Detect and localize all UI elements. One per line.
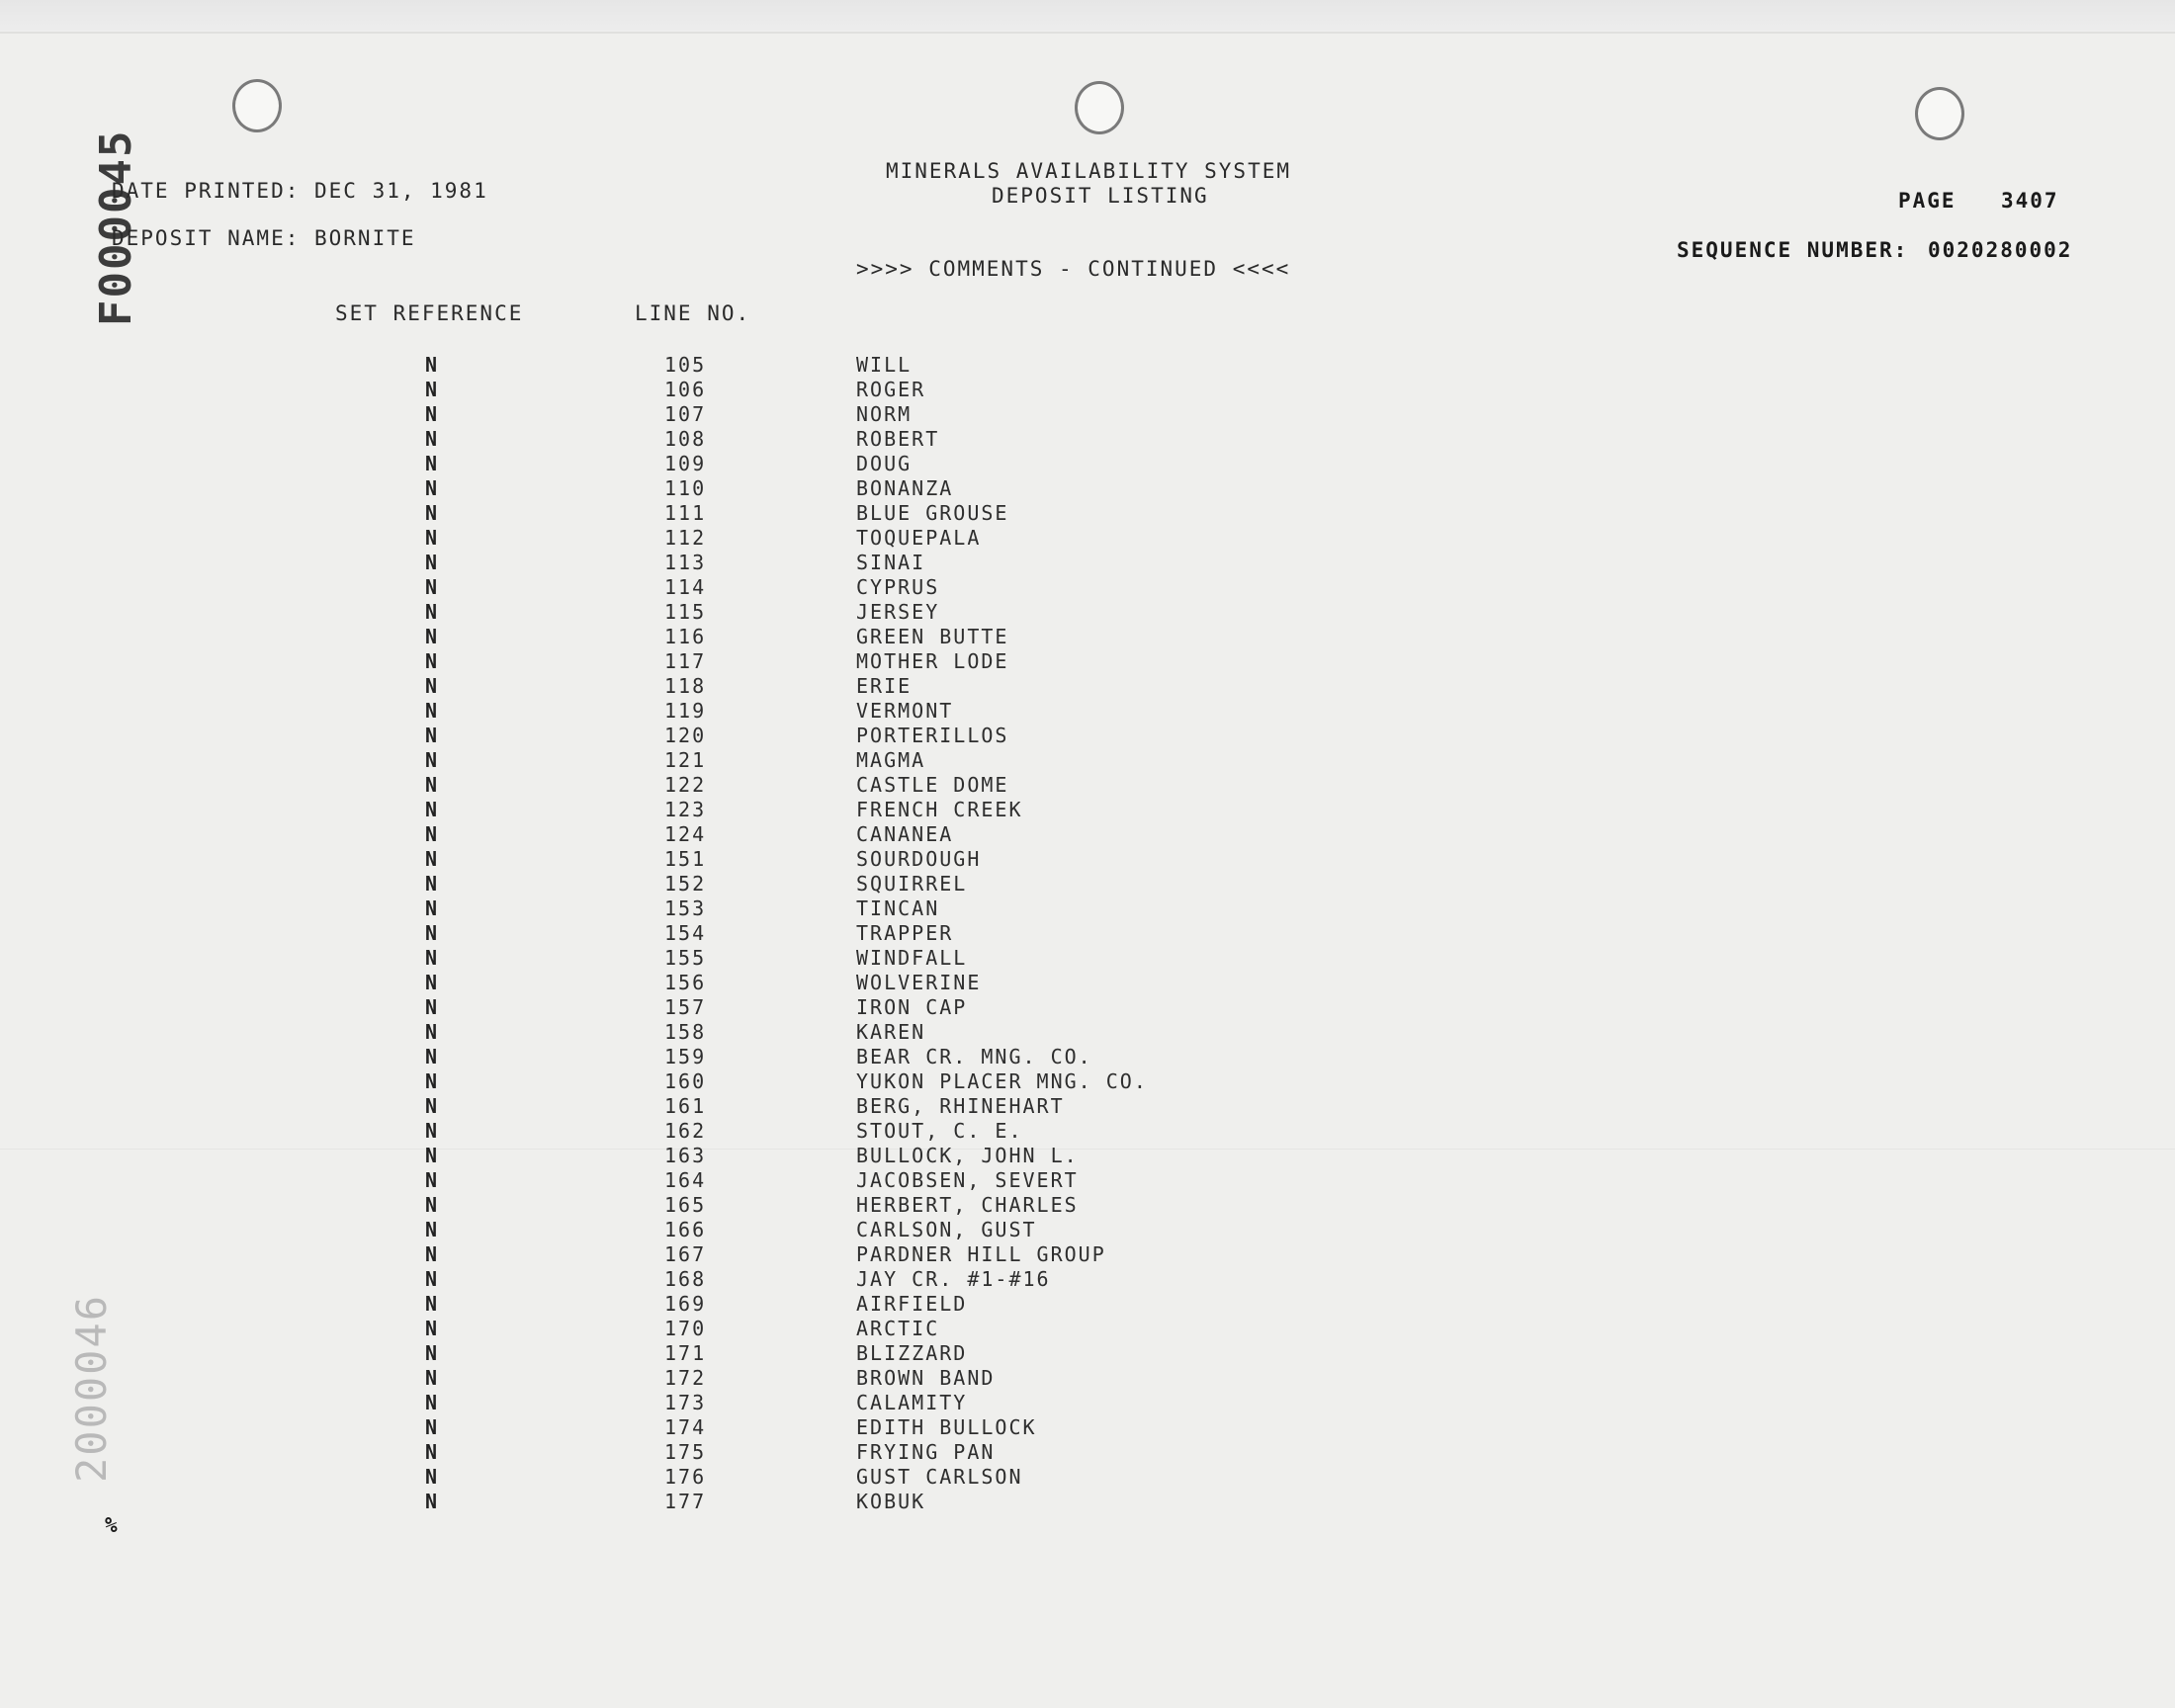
line-number-cell: 162: [664, 1119, 707, 1143]
set-reference-cell: N: [425, 1341, 440, 1365]
paper-fold: [0, 1149, 2175, 1150]
line-number-cell: 168: [664, 1267, 707, 1291]
comment-cell: JACOBSEN, SEVERT: [856, 1168, 1079, 1192]
comment-cell: SINAI: [856, 551, 926, 574]
comment-cell: GUST CARLSON: [856, 1465, 1023, 1489]
column-header-line-no: LINE NO.: [635, 301, 751, 325]
set-reference-cell: N: [425, 1366, 440, 1390]
set-reference-cell: N: [425, 897, 440, 920]
sequence-number: 0020280002: [1928, 238, 2073, 262]
line-number-cell: 167: [664, 1242, 707, 1266]
set-reference-cell: N: [425, 748, 440, 772]
set-reference-cell: N: [425, 995, 440, 1019]
line-number-cell: 157: [664, 995, 707, 1019]
comment-cell: JAY CR. #1-#16: [856, 1267, 1051, 1291]
set-reference-cell: N: [425, 1391, 440, 1414]
punch-hole-center: [1075, 81, 1124, 134]
microfiche-stamp-top: F000045: [91, 128, 141, 326]
date-printed: DATE PRINTED: DEC 31, 1981: [112, 179, 488, 203]
set-reference-cell: N: [425, 1317, 440, 1340]
line-number-cell: 174: [664, 1415, 707, 1439]
line-number-cell: 160: [664, 1069, 707, 1093]
set-reference-cell: N: [425, 822, 440, 846]
set-reference-cell: N: [425, 402, 440, 426]
punch-hole-right: [1915, 87, 1964, 140]
comment-cell: PORTERILLOS: [856, 724, 1009, 747]
comment-cell: TOQUEPALA: [856, 526, 982, 550]
set-reference-cell: N: [425, 1020, 440, 1044]
line-number-cell: 117: [664, 649, 707, 673]
comment-cell: KAREN: [856, 1020, 926, 1044]
section-heading: >>>> COMMENTS - CONTINUED <<<<: [856, 257, 1291, 281]
set-reference-cell: N: [425, 625, 440, 648]
page-top-edge: [0, 0, 2175, 34]
line-number-cell: 116: [664, 625, 707, 648]
set-reference-cell: N: [425, 946, 440, 970]
punch-hole-left: [232, 79, 282, 132]
set-reference-cell: N: [425, 1440, 440, 1464]
comment-cell: CYPRUS: [856, 575, 940, 599]
set-reference-cell: N: [425, 1069, 440, 1093]
comment-cell: BLUE GROUSE: [856, 501, 1009, 525]
comment-cell: CASTLE DOME: [856, 773, 1009, 797]
set-reference-cell: N: [425, 1267, 440, 1291]
footer-percent-mark: %: [105, 1513, 120, 1537]
line-number-cell: 106: [664, 378, 707, 401]
set-reference-cell: N: [425, 971, 440, 994]
comment-cell: BEAR CR. MNG. CO.: [856, 1045, 1092, 1068]
set-reference-cell: N: [425, 353, 440, 377]
set-reference-cell: N: [425, 526, 440, 550]
line-number-cell: 169: [664, 1292, 707, 1316]
set-reference-cell: N: [425, 501, 440, 525]
comment-cell: TINCAN: [856, 897, 940, 920]
comment-cell: CALAMITY: [856, 1391, 968, 1414]
microfiche-stamp-bottom: 2000046: [67, 1293, 116, 1483]
line-number-cell: 165: [664, 1193, 707, 1217]
line-number-cell: 166: [664, 1218, 707, 1241]
comment-cell: NORM: [856, 402, 913, 426]
line-number-cell: 173: [664, 1391, 707, 1414]
set-reference-cell: N: [425, 921, 440, 945]
line-number-cell: 119: [664, 699, 707, 723]
page-label: PAGE: [1898, 189, 1957, 213]
set-reference-cell: N: [425, 1119, 440, 1143]
line-number-cell: 110: [664, 476, 707, 500]
comment-cell: BERG, RHINEHART: [856, 1094, 1065, 1118]
set-reference-cell: N: [425, 452, 440, 475]
set-reference-cell: N: [425, 1168, 440, 1192]
set-reference-cell: N: [425, 1465, 440, 1489]
line-number-cell: 118: [664, 674, 707, 698]
line-number-cell: 114: [664, 575, 707, 599]
line-number-cell: 158: [664, 1020, 707, 1044]
set-reference-cell: N: [425, 575, 440, 599]
comment-cell: FRYING PAN: [856, 1440, 996, 1464]
comment-cell: WINDFALL: [856, 946, 968, 970]
line-number-cell: 107: [664, 402, 707, 426]
comment-cell: SOURDOUGH: [856, 847, 982, 871]
comment-cell: MAGMA: [856, 748, 926, 772]
line-number-cell: 115: [664, 600, 707, 624]
line-number-cell: 122: [664, 773, 707, 797]
line-number-cell: 171: [664, 1341, 707, 1365]
line-number-cell: 109: [664, 452, 707, 475]
set-reference-cell: N: [425, 872, 440, 896]
line-number-cell: 105: [664, 353, 707, 377]
comment-cell: ARCTIC: [856, 1317, 940, 1340]
comment-cell: MOTHER LODE: [856, 649, 1009, 673]
comment-cell: ROGER: [856, 378, 926, 401]
comment-cell: BONANZA: [856, 476, 954, 500]
set-reference-cell: N: [425, 378, 440, 401]
line-number-cell: 159: [664, 1045, 707, 1068]
comment-cell: PARDNER HILL GROUP: [856, 1242, 1106, 1266]
set-reference-cell: N: [425, 1218, 440, 1241]
set-reference-cell: N: [425, 847, 440, 871]
comment-cell: TRAPPER: [856, 921, 954, 945]
comment-cell: FRENCH CREEK: [856, 798, 1023, 821]
set-reference-cell: N: [425, 773, 440, 797]
comment-cell: CANANEA: [856, 822, 954, 846]
line-number-cell: 155: [664, 946, 707, 970]
comment-cell: STOUT, C. E.: [856, 1119, 1023, 1143]
comment-cell: WOLVERINE: [856, 971, 982, 994]
page-number: 3407: [2001, 189, 2059, 213]
set-reference-cell: N: [425, 798, 440, 821]
set-reference-cell: N: [425, 724, 440, 747]
line-number-cell: 154: [664, 921, 707, 945]
set-reference-cell: N: [425, 551, 440, 574]
line-number-cell: 108: [664, 427, 707, 451]
line-number-cell: 112: [664, 526, 707, 550]
comment-cell: BROWN BAND: [856, 1366, 996, 1390]
comment-cell: AIRFIELD: [856, 1292, 968, 1316]
line-number-cell: 164: [664, 1168, 707, 1192]
comment-cell: KOBUK: [856, 1490, 926, 1513]
line-number-cell: 156: [664, 971, 707, 994]
comment-cell: BULLOCK, JOHN L.: [856, 1144, 1079, 1167]
line-number-cell: 121: [664, 748, 707, 772]
line-number-cell: 123: [664, 798, 707, 821]
line-number-cell: 170: [664, 1317, 707, 1340]
comment-cell: EDITH BULLOCK: [856, 1415, 1037, 1439]
set-reference-cell: N: [425, 1292, 440, 1316]
comment-cell: IRON CAP: [856, 995, 968, 1019]
comment-cell: JERSEY: [856, 600, 940, 624]
set-reference-cell: N: [425, 476, 440, 500]
line-number-cell: 161: [664, 1094, 707, 1118]
deposit-name: DEPOSIT NAME: BORNITE: [112, 226, 416, 250]
comment-cell: SQUIRREL: [856, 872, 968, 896]
sequence-label: SEQUENCE NUMBER:: [1677, 238, 1909, 262]
set-reference-cell: N: [425, 674, 440, 698]
set-reference-cell: N: [425, 699, 440, 723]
comment-cell: ROBERT: [856, 427, 940, 451]
comment-cell: WILL: [856, 353, 913, 377]
set-reference-cell: N: [425, 1045, 440, 1068]
set-reference-cell: N: [425, 649, 440, 673]
line-number-cell: 172: [664, 1366, 707, 1390]
line-number-cell: 175: [664, 1440, 707, 1464]
line-number-cell: 151: [664, 847, 707, 871]
line-number-cell: 176: [664, 1465, 707, 1489]
comment-cell: CARLSON, GUST: [856, 1218, 1037, 1241]
set-reference-cell: N: [425, 1094, 440, 1118]
listing-title: DEPOSIT LISTING: [992, 184, 1209, 208]
line-number-cell: 111: [664, 501, 707, 525]
comment-cell: DOUG: [856, 452, 913, 475]
comment-cell: YUKON PLACER MNG. CO.: [856, 1069, 1148, 1093]
column-header-set-reference: SET REFERENCE: [335, 301, 524, 325]
set-reference-cell: N: [425, 1144, 440, 1167]
line-number-cell: 177: [664, 1490, 707, 1513]
comment-cell: GREEN BUTTE: [856, 625, 1009, 648]
set-reference-cell: N: [425, 1193, 440, 1217]
comment-cell: VERMONT: [856, 699, 954, 723]
set-reference-cell: N: [425, 600, 440, 624]
set-reference-cell: N: [425, 1415, 440, 1439]
set-reference-cell: N: [425, 427, 440, 451]
line-number-cell: 113: [664, 551, 707, 574]
comment-cell: HERBERT, CHARLES: [856, 1193, 1079, 1217]
system-title: MINERALS AVAILABILITY SYSTEM: [886, 159, 1292, 183]
line-number-cell: 152: [664, 872, 707, 896]
comment-cell: ERIE: [856, 674, 913, 698]
line-number-cell: 124: [664, 822, 707, 846]
comment-cell: BLIZZARD: [856, 1341, 968, 1365]
line-number-cell: 153: [664, 897, 707, 920]
set-reference-cell: N: [425, 1242, 440, 1266]
set-reference-cell: N: [425, 1490, 440, 1513]
line-number-cell: 120: [664, 724, 707, 747]
line-number-cell: 163: [664, 1144, 707, 1167]
